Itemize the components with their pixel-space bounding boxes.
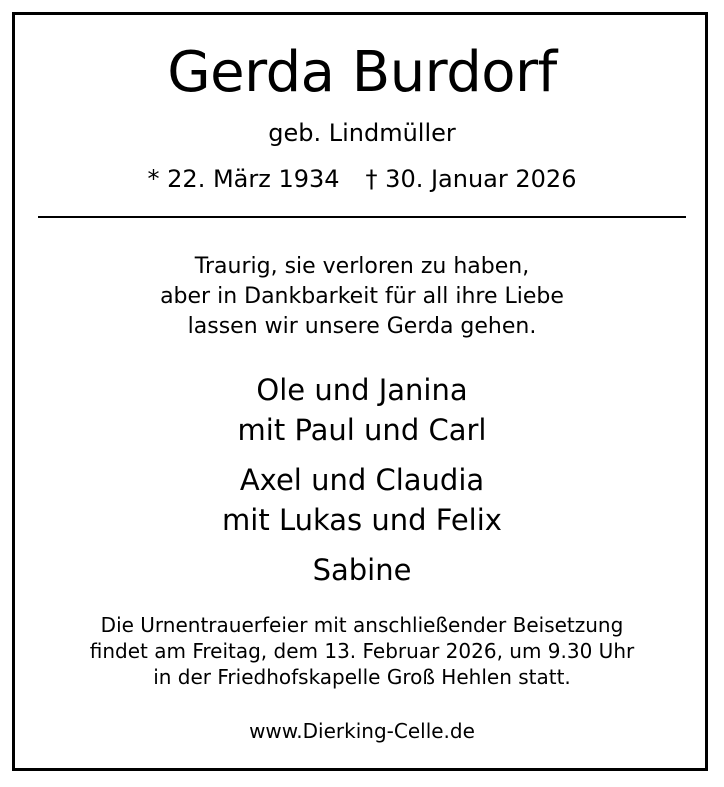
mourner-line: Ole und Janina [256,373,468,407]
mourner-group [0,370,724,450]
verse [0,252,724,342]
verse-line: Traurig, sie verloren zu haben, [194,254,530,279]
mourners [0,370,724,590]
verse-line: aber in Dankbarkeit für all ihre Liebe [160,284,564,309]
birth-name: geb. Lindmüller [268,119,456,147]
mourner-line: mit Lukas und Felix [222,503,502,537]
deceased-name: Gerda Burdorf [167,40,557,105]
service-details [0,612,724,690]
service-line: findet am Freitag, dem 13. Februar 2026, um 9.30 Uhr [89,639,635,663]
mourner-line: Sabine [312,553,412,587]
service-line: Die Urnentrauerfeier mit anschließender Beisetzung [100,613,624,637]
mourner-group [0,550,724,590]
mourner-line: mit Paul und Carl [237,413,487,447]
service-line: in der Friedhofskapelle Groß Hehlen statt. [153,665,571,689]
birth-date: * 22. März 1934 [147,165,340,193]
death-date: † 30. Januar 2026 [365,165,577,193]
divider [38,216,686,218]
life-dates [0,164,724,194]
mourner-group [0,460,724,540]
website-link[interactable]: www.Dierking-Celle.de [249,719,475,743]
mourner-line: Axel und Claudia [239,463,485,497]
verse-line: lassen wir unsere Gerda gehen. [187,314,537,339]
